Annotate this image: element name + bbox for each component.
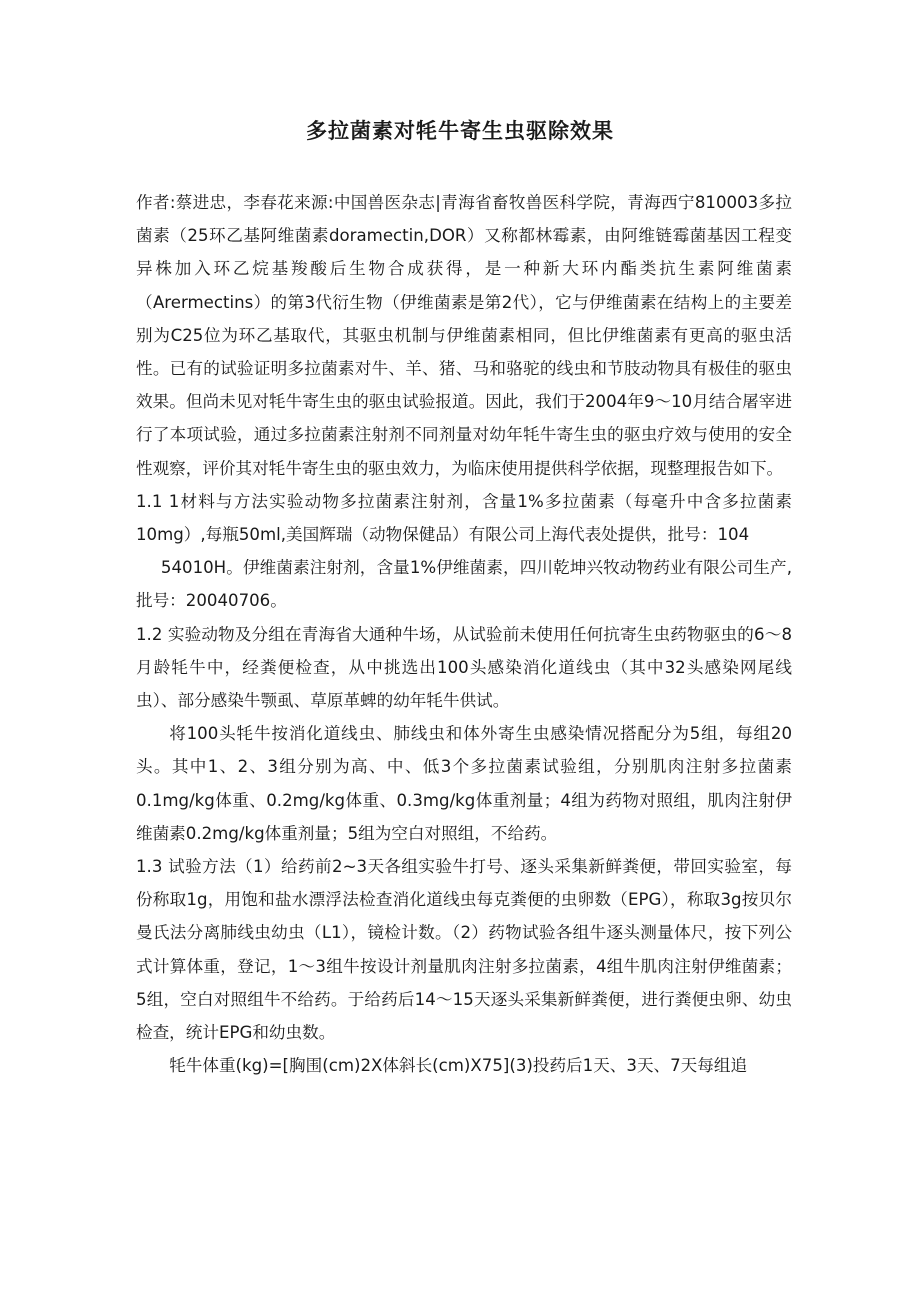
paragraph-animals-grouping: 1.2 实验动物及分组在青海省大通种牛场，从试验前未使用任何抗寄生虫药物驱虫的6～8月龄牦牛中，经粪便检查，从中挑选出100头感染消化道线虫（其中32头感染网尾线虫）、部分感染牛颚虱、草原革蜱的幼年牦牛供试。 — [136, 624, 792, 711]
document-body — [136, 186, 792, 1082]
paragraph-group-allocation: 将100头牦牛按消化道线虫、肺线虫和体外寄生虫感染情况搭配分为5组，每组20头。其中1、2、3组分别为高、中、低3个多拉菌素试验组，分别肌肉注射多拉菌素0.1mg/kg体重、0.2mg/kg体重、0.3mg/kg体重剂量；4组为药物对照组，肌肉注射伊维菌素0.2mg/kg体重剂量；5组为空白对照组，不给药。 — [136, 724, 792, 843]
paragraph-weight-formula: 牦牛体重(kg)=[胸围(cm)2X体斜长(cm)X75](3)投药后1天、3天、7天每组追 — [169, 1056, 748, 1076]
document-title: 多拉菌素对牦牛寄生虫驱除效果 — [306, 119, 614, 143]
paragraph-intro: 作者:蔡进忠，李春花来源:中国兽医杂志|青海省畜牧兽医科学院，青海西宁810003多拉菌素（25环乙基阿维菌素doramectin,DOR）又称都林霉素，由阿维链霉菌基因工程变异株加入环乙烷基羧酸后生物合成获得，是一种新大环内酯类抗生素阿维菌素（Arermectins）的第3代衍生物（伊维菌素是第2代），它与伊维菌素在结构上的主要差别为C25位为环乙基取代，其驱虫机制与伊维菌素相同，但比伊维菌素有更高的驱虫活性。已有的试验证明多拉菌素对牛、羊、猪、马和骆驼的线虫和节肢动物具有极佳的驱虫效果。但尚未见对牦牛寄生虫的驱虫试验报道。因此，我们于2004年9～10月结合屠宰进行了本项试验，通过多拉菌素注射剂不同剂量对幼年牦牛寄生虫的驱虫疗效与使用的安全性观察，评价其对牦牛寄生虫的驱虫效力，为临床使用提供科学依据，现整理报告如下。 — [136, 193, 792, 478]
paragraph-materials-continued: 54010H。伊维菌素注射剂，含量1%伊维菌素，四川乾坤兴牧动物药业有限公司生产,批号：20040706。 — [136, 558, 792, 611]
paragraph-materials: 1.1 1材料与方法实验动物多拉菌素注射剂，含量1%多拉菌素（每毫升中含多拉菌素10mg）,每瓶50ml,美国辉瑞（动物保健品）有限公司上海代表处提供，批号：104 — [136, 491, 792, 545]
paragraph-test-method: 1.3 试验方法（1）给药前2~3天各组实验牛打号、逐头采集新鲜粪便，带回实验室，每份称取1g，用饱和盐水漂浮法检查消化道线虫每克粪便的虫卵数（EPG），称取3g按贝尔曼氏法分离肺线虫幼虫（L1），镜检计数。（2）药物试验各组牛逐头测量体尺，按下列公式计算体重，登记，1～3组牛按设计剂量肌肉注射多拉菌素，4组牛肌肉注射伊维菌素；5组，空白对照组牛不给药。于给药后14～15天逐头采集新鲜粪便，进行粪便虫卵、幼虫检查，统计EPG和幼虫数。 — [136, 857, 792, 1043]
